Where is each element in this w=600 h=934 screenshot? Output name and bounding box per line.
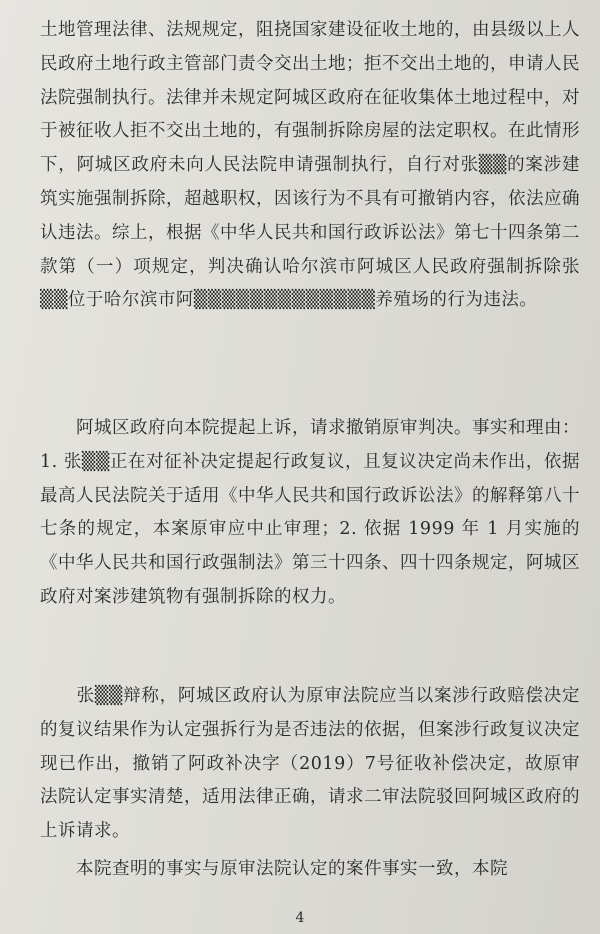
paragraph-court-findings: 本院查明的事实与原审法院认定的案件事实一致，本院 xyxy=(40,859,508,879)
paragraph-appeal-claims: 阿城区政府向本院提起上诉，请求撤销原审判决。事实和理由：1. 张▒▒正在对征补决定提起行政复议，且复议决定尚未作出，依据最高人民法院关于适用《中华人民共和国行政诉讼法》的解释第八十七条的规定，本案原审应中止审理；2. 依据 1999 年 1 月实施的《中华人民共和国行政强制法》第三十四条、四十四条规定，阿城区政府对案涉建筑物有强制拆除的权力。 xyxy=(40,418,580,607)
paragraph-original-judgment: 土地管理法律、法规规定，阻挠国家建设征收土地的，由县级以上人民政府土地行政主管部门责令交出土地；拒不交出土地的，申请人民法院强制执行。法律并未规定阿城区政府在征收集体土地过程中，对于被征收人拒不交出土地的，有强制拆除房屋的法定职权。在此情形下，阿城区政府未向人民法院申请强制执行，自行对张▒▒的案涉建筑实施强制拆除，超越职权，因该行为不具有可撤销内容，依法应确认违法。综上，根据《中华人民共和国行政诉讼法》第七十四条第二款第（一）项规定，判决确认哈尔滨市阿城区人民政府强制拆除张▒▒位于哈尔滨市阿▒▒▒▒▒▒▒▒▒▒▒▒▒养殖场的行为违法。 xyxy=(40,20,580,311)
paragraph-defense: 张▒▒辩称，阿城区政府认为原审法院应当以案涉行政赔偿决定的复议结果作为认定强拆行为是否违法的依据，但案涉行政复议决定现已作出，撤销了阿政补决字（2019）7号征收补偿决定，故原审法院认定事实清楚，适用法律正确，请求二审法院驳回阿城区政府的上诉请求。 xyxy=(40,686,580,842)
page-number: 4 xyxy=(295,910,305,926)
